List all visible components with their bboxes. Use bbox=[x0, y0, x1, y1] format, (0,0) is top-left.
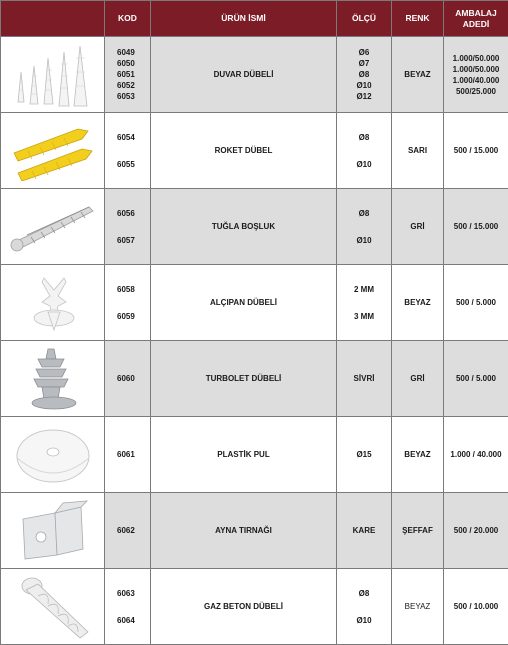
size-cell bbox=[337, 417, 392, 493]
table-row bbox=[1, 265, 508, 341]
mirror-clip-icon bbox=[11, 499, 95, 563]
product-code: 6063 bbox=[117, 588, 135, 598]
kod-cell bbox=[105, 265, 151, 341]
pack-quantity-cell bbox=[444, 113, 508, 189]
size-cell bbox=[337, 341, 392, 417]
ambalaj-column-header bbox=[444, 1, 508, 37]
product-code: 6060 bbox=[117, 374, 135, 383]
product-code: 6064 bbox=[117, 615, 135, 625]
color-cell: SARI bbox=[392, 113, 444, 189]
kod-cell bbox=[105, 341, 151, 417]
product-code: 6055 bbox=[117, 159, 135, 169]
product-code: 6062 bbox=[117, 526, 135, 535]
pack-quantity: 500/25.000 bbox=[455, 86, 497, 96]
table-row bbox=[1, 189, 508, 265]
table-row bbox=[1, 341, 508, 417]
image-column-header bbox=[1, 1, 105, 37]
pack-quantity: 1.000/40.000 bbox=[452, 75, 500, 85]
plastic-washer-icon bbox=[8, 422, 98, 488]
product-code: 6052 bbox=[117, 81, 135, 90]
kod-cell bbox=[105, 569, 151, 645]
pack-quantity-cell bbox=[444, 37, 508, 113]
product-name-cell: TURBOLET DÜBELİ bbox=[151, 341, 337, 417]
kod-cell bbox=[105, 37, 151, 113]
product-code: 6059 bbox=[117, 311, 135, 321]
color-cell: GRİ bbox=[392, 189, 444, 265]
pack-quantity: 500 / 5.000 bbox=[455, 374, 497, 383]
size-cell bbox=[337, 265, 392, 341]
pack-quantity: 1.000/50.000 bbox=[452, 64, 500, 74]
product-code: 6056 bbox=[117, 208, 135, 218]
product-name-cell: GAZ BETON DÜBELİ bbox=[151, 569, 337, 645]
aerated-concrete-plug-icon bbox=[8, 572, 98, 642]
pack-quantity: 500 / 15.000 bbox=[453, 222, 499, 231]
kod-cell bbox=[105, 189, 151, 265]
product-size: Ø10 bbox=[356, 159, 372, 169]
product-image-cell bbox=[1, 493, 105, 569]
product-name-cell: DUVAR DÜBELİ bbox=[151, 37, 337, 113]
size-cell bbox=[337, 493, 392, 569]
product-size: SİVRİ bbox=[353, 374, 375, 383]
pack-quantity-cell bbox=[444, 417, 508, 493]
ambalaj-header-line2: ADEDİ bbox=[462, 18, 490, 29]
product-code: 6051 bbox=[117, 70, 135, 79]
product-name-cell: ROKET DÜBEL bbox=[151, 113, 337, 189]
product-name-cell: ALÇIPAN DÜBELİ bbox=[151, 265, 337, 341]
turbolet-screw-plug-icon bbox=[18, 345, 88, 413]
product-size: Ø8 bbox=[358, 208, 370, 218]
product-code: 6049 bbox=[117, 48, 135, 57]
product-code: 6054 bbox=[117, 132, 135, 142]
size-cell bbox=[337, 37, 392, 113]
kod-column-header: KOD bbox=[105, 1, 151, 37]
product-name-cell: PLASTİK PUL bbox=[151, 417, 337, 493]
pack-quantity: 500 / 20.000 bbox=[453, 526, 499, 535]
product-image-cell bbox=[1, 37, 105, 113]
product-size: Ø8 bbox=[358, 132, 370, 142]
pack-quantity-cell bbox=[444, 341, 508, 417]
product-image-cell bbox=[1, 189, 105, 265]
product-image-cell bbox=[1, 341, 105, 417]
product-code: 6050 bbox=[117, 59, 135, 68]
olcu-column-header: ÖLÇÜ bbox=[337, 1, 392, 37]
product-size: Ø7 bbox=[358, 59, 370, 68]
kod-cell bbox=[105, 417, 151, 493]
product-size: Ø12 bbox=[356, 92, 372, 101]
renk-column-header: RENK bbox=[392, 1, 444, 37]
table-row bbox=[1, 493, 508, 569]
product-name-cell: AYNA TIRNAĞI bbox=[151, 493, 337, 569]
product-code: 6057 bbox=[117, 235, 135, 245]
pack-quantity-cell bbox=[444, 493, 508, 569]
pack-quantity: 500 / 10.000 bbox=[453, 602, 499, 611]
drywall-plug-icon bbox=[8, 272, 98, 334]
size-cell bbox=[337, 189, 392, 265]
product-size: Ø10 bbox=[356, 615, 372, 625]
product-image-cell bbox=[1, 569, 105, 645]
product-size: KARE bbox=[352, 526, 376, 535]
urun-ismi-column-header: ÜRÜN İSMİ bbox=[151, 1, 337, 37]
gray-brick-cavity-plug-icon bbox=[7, 199, 99, 255]
color-cell: ŞEFFAF bbox=[392, 493, 444, 569]
pack-quantity: 1.000/50.000 bbox=[452, 53, 500, 63]
product-code: 6058 bbox=[117, 284, 135, 294]
kod-cell bbox=[105, 493, 151, 569]
product-size: Ø8 bbox=[358, 70, 370, 79]
product-image-cell bbox=[1, 113, 105, 189]
product-size: 3 MM bbox=[354, 311, 374, 321]
white-wall-plug-set-icon bbox=[8, 42, 98, 108]
product-size: Ø10 bbox=[356, 81, 372, 90]
pack-quantity-cell bbox=[444, 569, 508, 645]
yellow-rocket-plug-icon bbox=[8, 121, 98, 181]
color-cell: BEYAZ bbox=[392, 265, 444, 341]
product-code: 6053 bbox=[117, 92, 135, 101]
color-cell: BEYAZ bbox=[392, 37, 444, 113]
product-code: 6061 bbox=[117, 450, 135, 459]
table-row bbox=[1, 37, 508, 113]
size-cell bbox=[337, 113, 392, 189]
table-row bbox=[1, 113, 508, 189]
pack-quantity: 500 / 15.000 bbox=[453, 146, 499, 155]
ambalaj-header-line1: AMBALAJ bbox=[455, 7, 497, 18]
product-size: Ø15 bbox=[356, 450, 372, 459]
table-row bbox=[1, 569, 508, 645]
product-size: 2 MM bbox=[354, 284, 374, 294]
product-size: Ø6 bbox=[358, 48, 370, 57]
pack-quantity: 500 / 5.000 bbox=[455, 298, 497, 307]
product-image-cell bbox=[1, 265, 105, 341]
color-cell: BEYAZ bbox=[392, 569, 444, 645]
product-size: Ø8 bbox=[358, 588, 370, 598]
color-cell: BEYAZ bbox=[392, 417, 444, 493]
pack-quantity-cell bbox=[444, 189, 508, 265]
kod-cell bbox=[105, 113, 151, 189]
color-cell: GRİ bbox=[392, 341, 444, 417]
size-cell bbox=[337, 569, 392, 645]
pack-quantity: 1.000 / 40.000 bbox=[450, 450, 502, 459]
product-name-cell: TUĞLA BOŞLUK bbox=[151, 189, 337, 265]
product-size: Ø10 bbox=[356, 235, 372, 245]
product-image-cell bbox=[1, 417, 105, 493]
pack-quantity-cell bbox=[444, 265, 508, 341]
table-row bbox=[1, 417, 508, 493]
table-header-row bbox=[1, 1, 508, 37]
